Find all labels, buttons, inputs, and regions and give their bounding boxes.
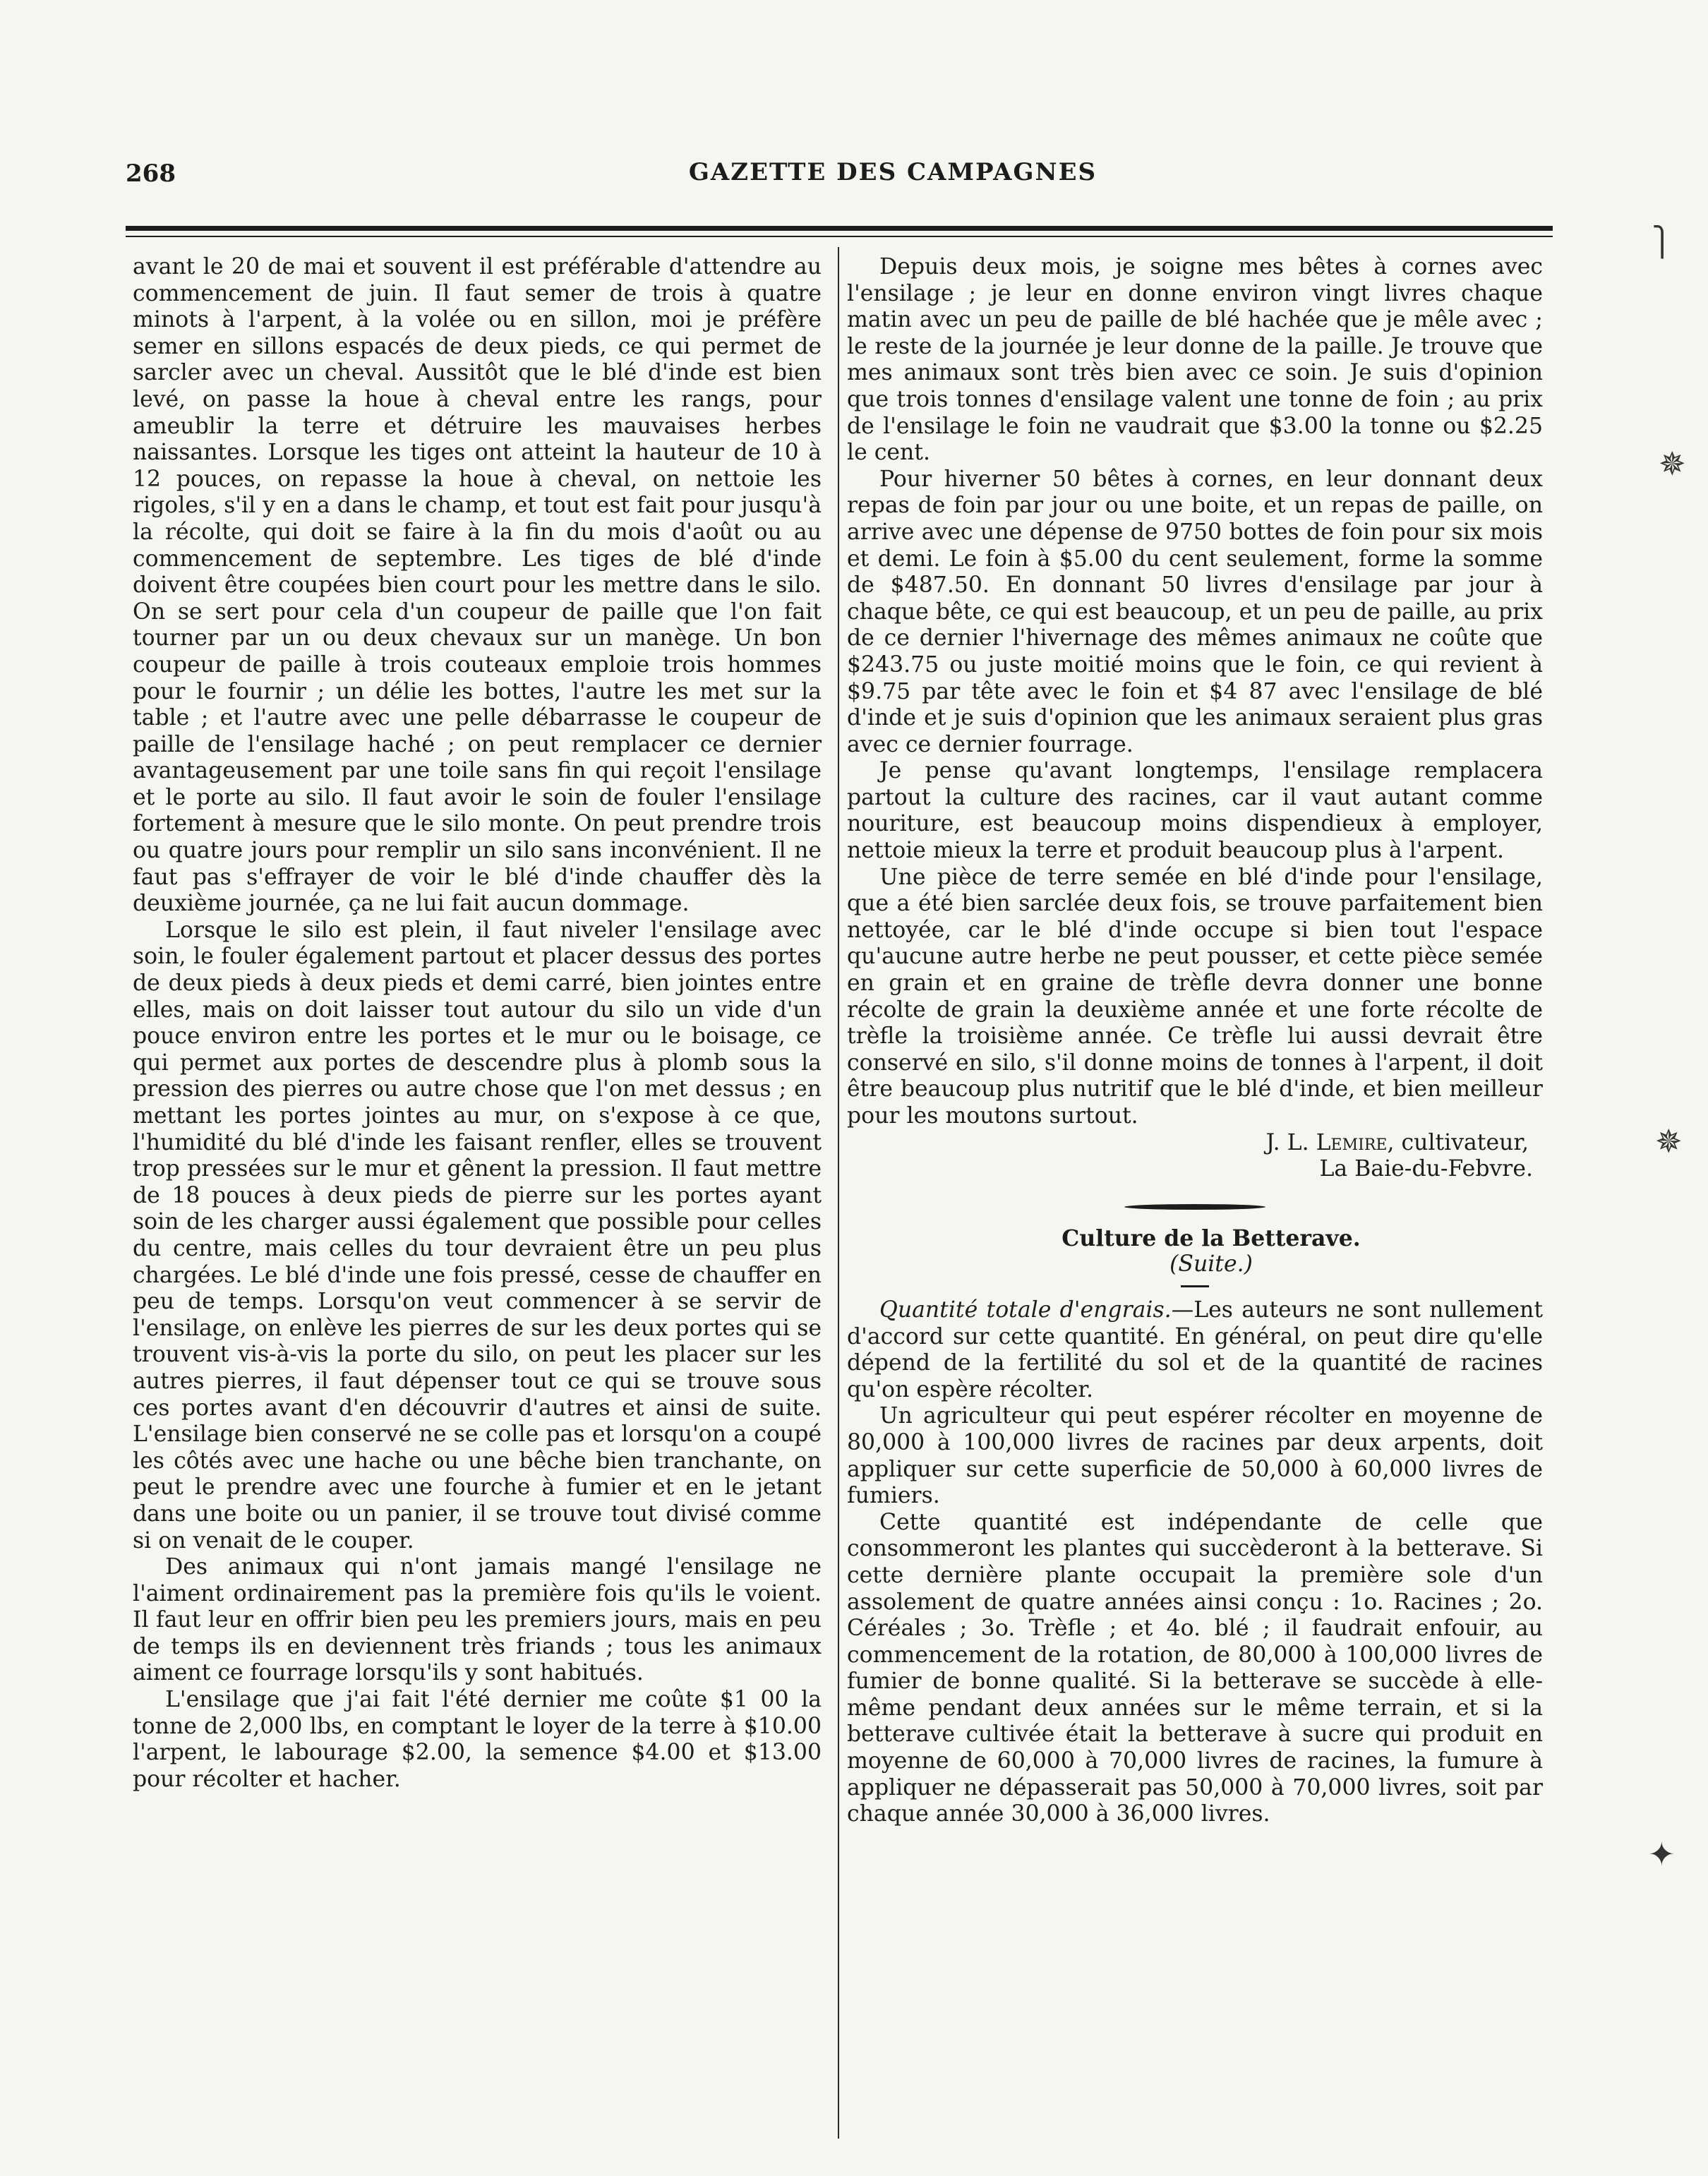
paragraph-lead: Quantité totale d'engrais. (879, 1297, 1172, 1323)
margin-ornament-icon: ✵ (1655, 1122, 1683, 1160)
paragraph: Des animaux qui n'ont jamais mangé l'ensilage ne l'aiment ordinairement pas la première fois qu'ils le voient. Il faut leur en offrir bien peu les premiers jours, mais en peu de temps ils en deviennent très friands ; tous les animaux aiment ce fourrage lorsqu'ils y sont habitués. (133, 1554, 822, 1686)
signature-name: Lemire (1316, 1129, 1388, 1155)
page-number: 268 (126, 160, 176, 188)
left-column (133, 254, 822, 1793)
paragraph: Pour hiverner 50 bêtes à cornes, en leur donnant deux repas de foin par jour ou une boite, et un repas de paille, on arrive avec une dépense de 9750 bottes de foin pour six mois et demi. Le foin à $5.00 du cent seulement, forme la somme de $487.50. En donnant 50 livres d'ensilage par jour à chaque bête, ce qui est beaucoup, et un peu de paille, au prix de ce dernier l'hivernage des mêmes animaux ne coûte que $243.75 ou juste moitié moins que le foin, ce qui revient à $9.75 par tête avec le foin et $4 87 avec l'ensilage de blé d'inde et je suis d'opinion que les animaux seraient plus gras avec ce dernier fourrage. (847, 466, 1543, 757)
running-head: GAZETTE DES CAMPAGNES (688, 158, 1097, 186)
paragraph-body: —Les auteurs ne sont nullement d'accord sur cette quantité. En général, on peut dire qu'elle dépend de la fertilité du sol et de la quantité de racines qu'on espère récolter. (847, 1297, 1543, 1402)
margin-ornament-icon: ✦ (1648, 1835, 1676, 1873)
author-signature (847, 1130, 1543, 1157)
section-title: Culture de la Betterave. (1062, 1225, 1361, 1251)
signature-role: , cultivateur, (1387, 1129, 1529, 1155)
paragraph: Je pense qu'avant longtemps, l'ensilage remplacera partout la culture des racines, car il vaut autant comme nouriture, est beaucoup moins dispendieux à employer, nettoie mieux la terre et produit beaucoup plus à l'arpent. (847, 758, 1543, 864)
short-rule (1181, 1285, 1209, 1287)
paragraph: avant le 20 de mai et souvent il est préférable d'attendre au commencement de juin. Il faut semer de trois à quatre minots à l'arpent, à la volée ou en sillon, moi je préfère semer en sillons espacés de deux pieds, ce qui permet de sarcler avec un cheval. Aussitôt que le blé d'inde est bien levé, on passe la houe à cheval entre les rangs, pour ameublir la terre et détruire les mauvaises herbes naissantes. Lorsque les tiges ont atteint la hauteur de 10 à 12 pouces, on repasse la houe à cheval, on nettoie les rigoles, s'il y en a dans le champ, et tout est fait pour jusqu'à la récolte, qui doit se faire à la fin du mois d'août ou au commencement de septembre. Les tiges de blé d'inde doivent être coupées bien court pour les mettre dans le silo. On se sert pour cela d'un coupeur de paille que l'on fait tourner par un ou deux chevaux sur un manège. Un bon coupeur de paille à trois couteaux emploie trois hommes pour le fournir ; un délie les bottes, l'autre les met sur la table ; et l'autre avec une pelle débarrasse le coupeur de paille de l'ensilage haché ; on peut remplacer ce dernier avantageusement par une toile sans fin qui reçoit l'ensilage et le porte au silo. Il faut avoir le soin de fouler l'ensilage fortement à mesure que le silo monte. On peut prendre trois ou quatre jours pour remplir un silo sans inconvénient. Il ne faut pas s'effrayer de voir le blé d'inde chauffer dès la deuxième journée, ça ne lui fait aucun dommage. (133, 254, 822, 917)
paragraph: Depuis deux mois, je soigne mes bêtes à cornes avec l'ensilage ; je leur en donne environ vingt livres chaque matin avec un peu de paille de blé hachée que je mêle avec ; le reste de la journée je leur donne de la paille. Je trouve que mes animaux sont très bien avec ce soin. Je suis d'opinion que trois tonnes d'ensilage valent une tonne de foin ; au prix de l'ensilage le foin ne vaudrait que $3.00 la tonne ou $2.25 le cent. (847, 254, 1543, 466)
margin-ornament-icon: ✵ (1659, 445, 1686, 483)
paragraph: L'ensilage que j'ai fait l'été dernier me coûte $1 00 la tonne de 2,000 lbs, en comptant le loyer de la terre à $10.00 l'arpent, le labourage $2.00, la semence $4.00 et $13.00 pour récolter et hacher. (133, 1687, 822, 1792)
paragraph: Un agriculteur qui peut espérer récolter en moyenne de 80,000 à 100,000 livres de racines par deux arpents, doit appliquer sur cette superficie de 50,000 à 60,000 livres de fumiers. (847, 1403, 1543, 1509)
section-subtitle: (Suite.) (1169, 1251, 1253, 1278)
signature-initials: J. L. (1265, 1129, 1309, 1155)
signature-place: La Baie-du-Febvre. (1319, 1156, 1533, 1182)
section-ornament (1124, 1204, 1265, 1210)
margin-tick: ⎫ (1652, 226, 1673, 258)
paragraph (847, 1297, 1543, 1403)
header-rule-thin (126, 236, 1553, 237)
header-rule (126, 226, 1553, 231)
right-column (847, 254, 1543, 1828)
column-divider (838, 247, 839, 2139)
paragraph: Cette quantité est indépendante de celle que consommeront les plantes qui succèderont à la betterave. Si cette dernière plante occupait la première sole d'un assolement de quatre années ainsi conçu : 1o. Racines ; 2o. Céréales ; 3o. Trèfle ; et 4o. blé ; il faudrait enfouir, au commencement de la rotation, de 80,000 à 100,000 livres de fumier de bonne qualité. Si la betterave se succède à elle-même pendant deux années sur le même terrain, et si la betterave cultivée était la betterave à sucre qui produit en moyenne de 60,000 à 70,000 livres de racines, la fumure à appliquer ne dépasserait pas 50,000 à 70,000 livres, soit par chaque année 30,000 à 36,000 livres. (847, 1509, 1543, 1827)
paragraph: Une pièce de terre semée en blé d'inde pour l'ensilage, que a été bien sarclée deux fois, se trouve parfaitement bien nettoyée, car le blé d'inde occupe si bien tout l'espace qu'aucune autre herbe ne peut pousser, et cette pièce semée en grain et en graine de trèfle devra donner une bonne récolte de grain la deuxième année et une forte récolte de trèfle la troisième année. Ce trèfle lui aussi devrait être conservé en silo, s'il donne moins de tonnes à l'arpent, il doit être beaucoup plus nutritif que le blé d'inde, et bien meilleur pour les moutons surtout. (847, 864, 1543, 1129)
paragraph: Lorsque le silo est plein, il faut niveler l'ensilage avec soin, le fouler également partout et placer dessus des portes de deux pieds à deux pieds et demi carré, bien jointes entre elles, mais on doit laisser tout autour du silo un vide d'un pouce environ entre les portes et le mur ou le boisage, ce qui permet aux portes de descendre plus à plomb sous la pression des pierres ou autre chose que l'on met dessus ; en mettant les portes jointes au mur, on s'expose à ce que, l'humidité du blé d'inde les faisant renfler, elles se trouvent trop pressées sur le mur et gênent la pression. Il faut mettre de 18 pouces à deux pieds de pierre sur les portes ayant soin de les charger aussi également que possible pour celles du centre, mais celles du tour devraient être un peu plus chargées. Le blé d'inde une fois pressé, cesse de chauffer en peu de temps. Lorsqu'on veut commencer à se servir de l'ensilage, on enlève les pierres de sur les deux portes qui se trouvent vis-à-vis la porte du silo, on peut les placer sur les autres pierres, il faut dépenser tout ce qui se trouve sous ces portes avant d'en découvrir d'autres et ainsi de suite. L'ensilage bien conservé ne se colle pas et lorsqu'on a coupé les côtés avec une hache ou une bêche bien tranchante, on peut le prendre avec une fourche à fumier et en le jetant dans une boite ou un panier, il se trouve tout divisé comme si on venait de le couper. (133, 917, 822, 1553)
